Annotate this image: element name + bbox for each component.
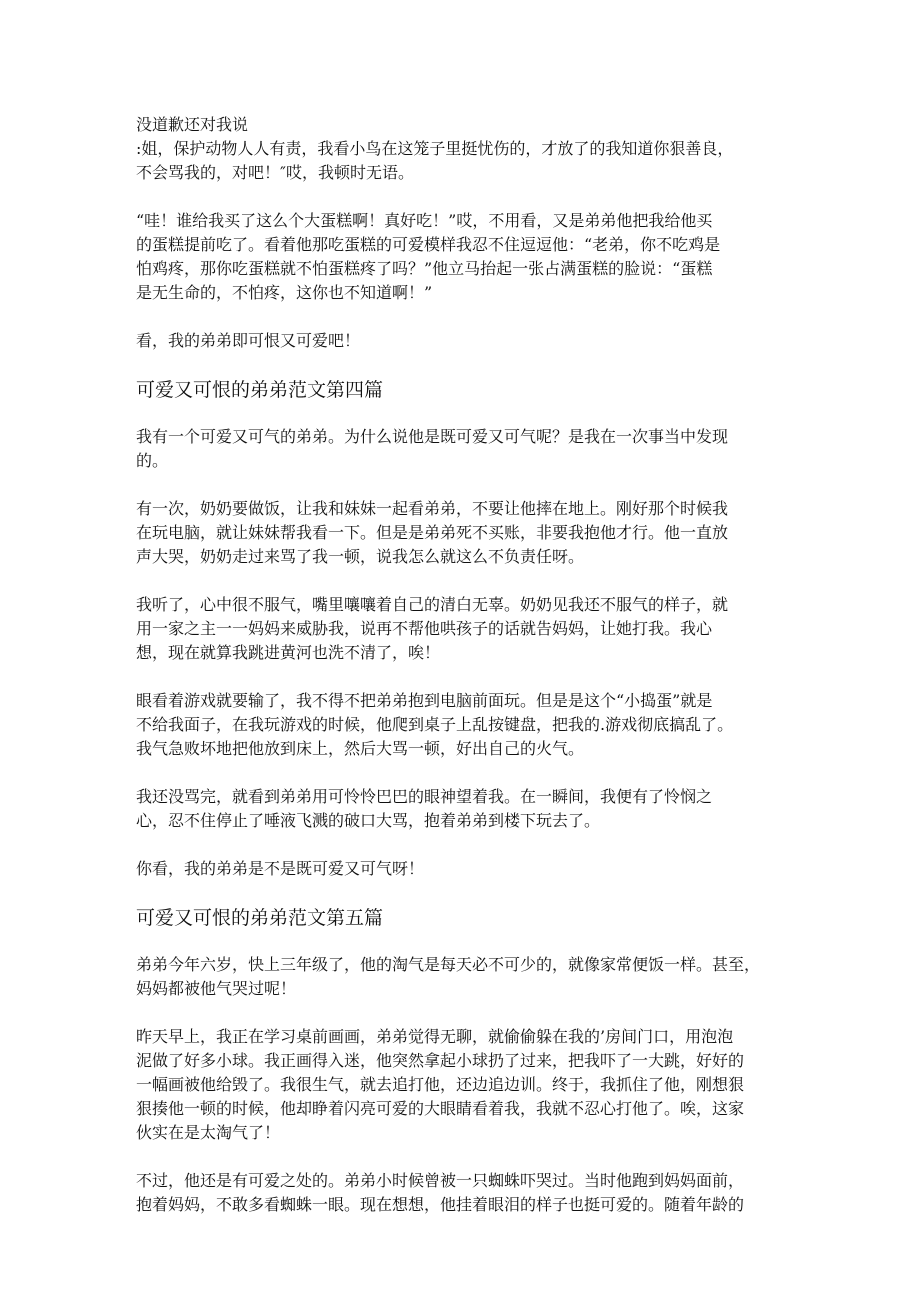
paragraph: 眼看着游戏就要输了，我不得不把弟弟抱到电脑前面玩。但是是这个“小捣蛋”就是 不给我面子，在我玩游戏的时候，他爬到桌子上乱按键盘，把我的.游戏彻底搞乱了。 我气急败坏地把他放到床上，然后大骂一顿，好出自己的火气。 [136,691,734,758]
paragraph: 你看，我的弟弟是不是既可爱又可气呀！ [136,859,425,878]
paragraph: “哇！谁给我买了这么个大蛋糕啊！真好吃！”哎，不用看，又是弟弟他把我给他买 的蛋糕提前吃了。看着他那吃蛋糕的可爱模样我忍不住逗逗他：“老弟，你不吃鸡是 怕鸡疼，那你吃蛋糕就不怕蛋糕疼了吗？”他立马抬起一张占满蛋糕的脸说：“蛋糕 是无生命的，不怕疼，这你也不知道啊！” [136,211,721,302]
paragraph: 弟弟今年六岁，快上三年级了，他的淘气是每天必不可少的，就像家常便饭一样。甚至， 妈妈都被他气哭过呢！ [136,955,761,998]
paragraph: 昨天早上，我正在学习桌前画画，弟弟觉得无聊，就偷偷躲在我的’房间门口，用泡泡 泥做了好多小球。我正画得入迷，他突然拿起小球扔了过来，把我吓了一大跳，好好的 一幅画被他给毁了。我很生气，就去追打他，还边追边训。终于，我抓住了他，刚想狠 狠揍他一顿的时候，他却睁着闪亮可爱的大眼睛看着我，我就不忍心打他了。唉，这家 伙实在是太淘气了！ [136,1027,745,1142]
paragraph: 没道歉还对我说 :姐，保护动物人人有责，我看小鸟在这笼子里挺忧伤的，才放了的我知道你狠善良， 不会骂我的，对吧！″哎，我顿时无语。 [136,115,734,182]
document-page [136,113,782,1217]
section-heading: 可爱又可恨的弟弟范文第四篇 [136,379,384,401]
paragraph: 我还没骂完，就看到弟弟用可怜怜巴巴的眼神望着我。在一瞬间，我便有了怜悯之 心，忍不住停止了唾液飞溅的破口大骂，抱着弟弟到楼下玩去了。 [136,787,713,830]
section-heading: 可爱又可恨的弟弟范文第五篇 [136,907,384,929]
paragraph: 看，我的弟弟即可恨又可爱吧！ [136,331,361,350]
paragraph: 有一次，奶奶要做饭，让我和妹妹一起看弟弟，不要让他摔在地上。刚好那个时候我 在玩电脑，就让妹妹帮我看一下。但是是弟弟死不买账，非要我抱他才行。他一直放 声大哭，奶奶走过来骂了我一顿，说我怎么就这么不负责任呀。 [136,499,729,566]
paragraph: 不过，他还是有可爱之处的。弟弟小时候曾被一只蜘蛛吓哭过。当时他跑到妈妈面前， 抱着妈妈，不敢多看蜘蛛一眼。现在想想，他挂着眼泪的样子也挺可爱的。随着年龄的 [136,1171,745,1214]
paragraph: 我有一个可爱又可气的弟弟。为什么说他是既可爱又可气呢？是我在一次事当中发现 的。 [136,427,729,470]
paragraph: 我听了，心中很不服气，嘴里嚷嚷着自己的清白无辜。奶奶见我还不服气的样子，就 用一家之主一一妈妈来威胁我，说再不帮他哄孩子的话就告妈妈，让她打我。我心 想，现在就算我跳进黄河也洗不清了，唉！ [136,595,729,662]
